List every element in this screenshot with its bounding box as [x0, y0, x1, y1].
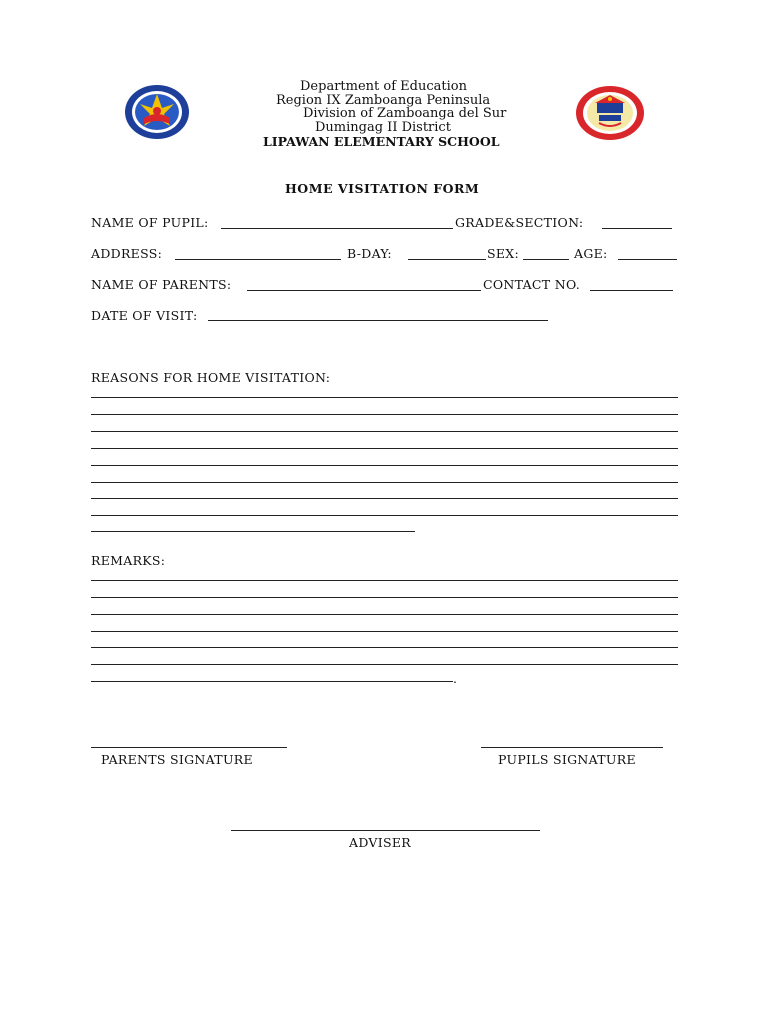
- remarks-end-period: .: [453, 671, 458, 686]
- header-division: Division of Zamboanga del Sur: [303, 106, 507, 121]
- remarks-line[interactable]: [91, 664, 678, 665]
- name-of-pupil-field[interactable]: [221, 228, 453, 229]
- sex-field[interactable]: [523, 259, 569, 260]
- reasons-line[interactable]: [91, 531, 415, 532]
- remarks-line[interactable]: [91, 597, 678, 598]
- sex-label: SEX:: [487, 246, 519, 261]
- reasons-line[interactable]: [91, 414, 678, 415]
- bday-field[interactable]: [408, 259, 486, 260]
- pupils-signature-line[interactable]: [481, 747, 663, 748]
- header-district: Dumingag II District: [315, 120, 451, 135]
- pupils-signature-label: PUPILS SIGNATURE: [498, 752, 636, 767]
- adviser-signature-line[interactable]: [231, 830, 540, 831]
- adviser-label: ADVISER: [349, 835, 411, 850]
- date-of-visit-label: DATE OF VISIT:: [91, 308, 198, 323]
- reasons-line[interactable]: [91, 498, 678, 499]
- remarks-line[interactable]: [91, 614, 678, 615]
- remarks-line[interactable]: [91, 631, 678, 632]
- contact-no-label: CONTACT NO.: [483, 277, 581, 292]
- address-field[interactable]: [175, 259, 341, 260]
- header-school-name: LIPAWAN ELEMENTARY SCHOOL: [263, 134, 500, 149]
- form-title: HOME VISITATION FORM: [285, 181, 480, 196]
- remarks-line[interactable]: [91, 681, 453, 682]
- header-department: Department of Education: [300, 79, 467, 94]
- remarks-label: REMARKS:: [91, 553, 166, 568]
- reasons-line[interactable]: [91, 448, 678, 449]
- school-seal-icon: [575, 85, 645, 141]
- header-region: Region IX Zamboanga Peninsula: [276, 93, 491, 108]
- remarks-line[interactable]: [91, 580, 678, 581]
- age-field[interactable]: [618, 259, 677, 260]
- grade-section-field[interactable]: [602, 228, 672, 229]
- name-of-parents-label: NAME OF PARENTS:: [91, 277, 232, 292]
- bday-label: B-DAY:: [347, 246, 392, 261]
- name-of-parents-field[interactable]: [247, 290, 481, 291]
- reasons-line[interactable]: [91, 482, 678, 483]
- name-of-pupil-label: NAME OF PUPIL:: [91, 215, 209, 230]
- contact-no-field[interactable]: [590, 290, 673, 291]
- address-label: ADDRESS:: [91, 246, 163, 261]
- reasons-label: REASONS FOR HOME VISITATION:: [91, 370, 331, 385]
- remarks-line[interactable]: [91, 647, 678, 648]
- parents-signature-line[interactable]: [91, 747, 287, 748]
- age-label: AGE:: [574, 246, 608, 261]
- date-of-visit-field[interactable]: [208, 320, 548, 321]
- parents-signature-label: PARENTS SIGNATURE: [101, 752, 253, 767]
- reasons-line[interactable]: [91, 465, 678, 466]
- reasons-line[interactable]: [91, 397, 678, 398]
- grade-section-label: GRADE&SECTION:: [455, 215, 584, 230]
- deped-seal-icon: [124, 84, 190, 140]
- reasons-line[interactable]: [91, 431, 678, 432]
- reasons-line[interactable]: [91, 515, 678, 516]
